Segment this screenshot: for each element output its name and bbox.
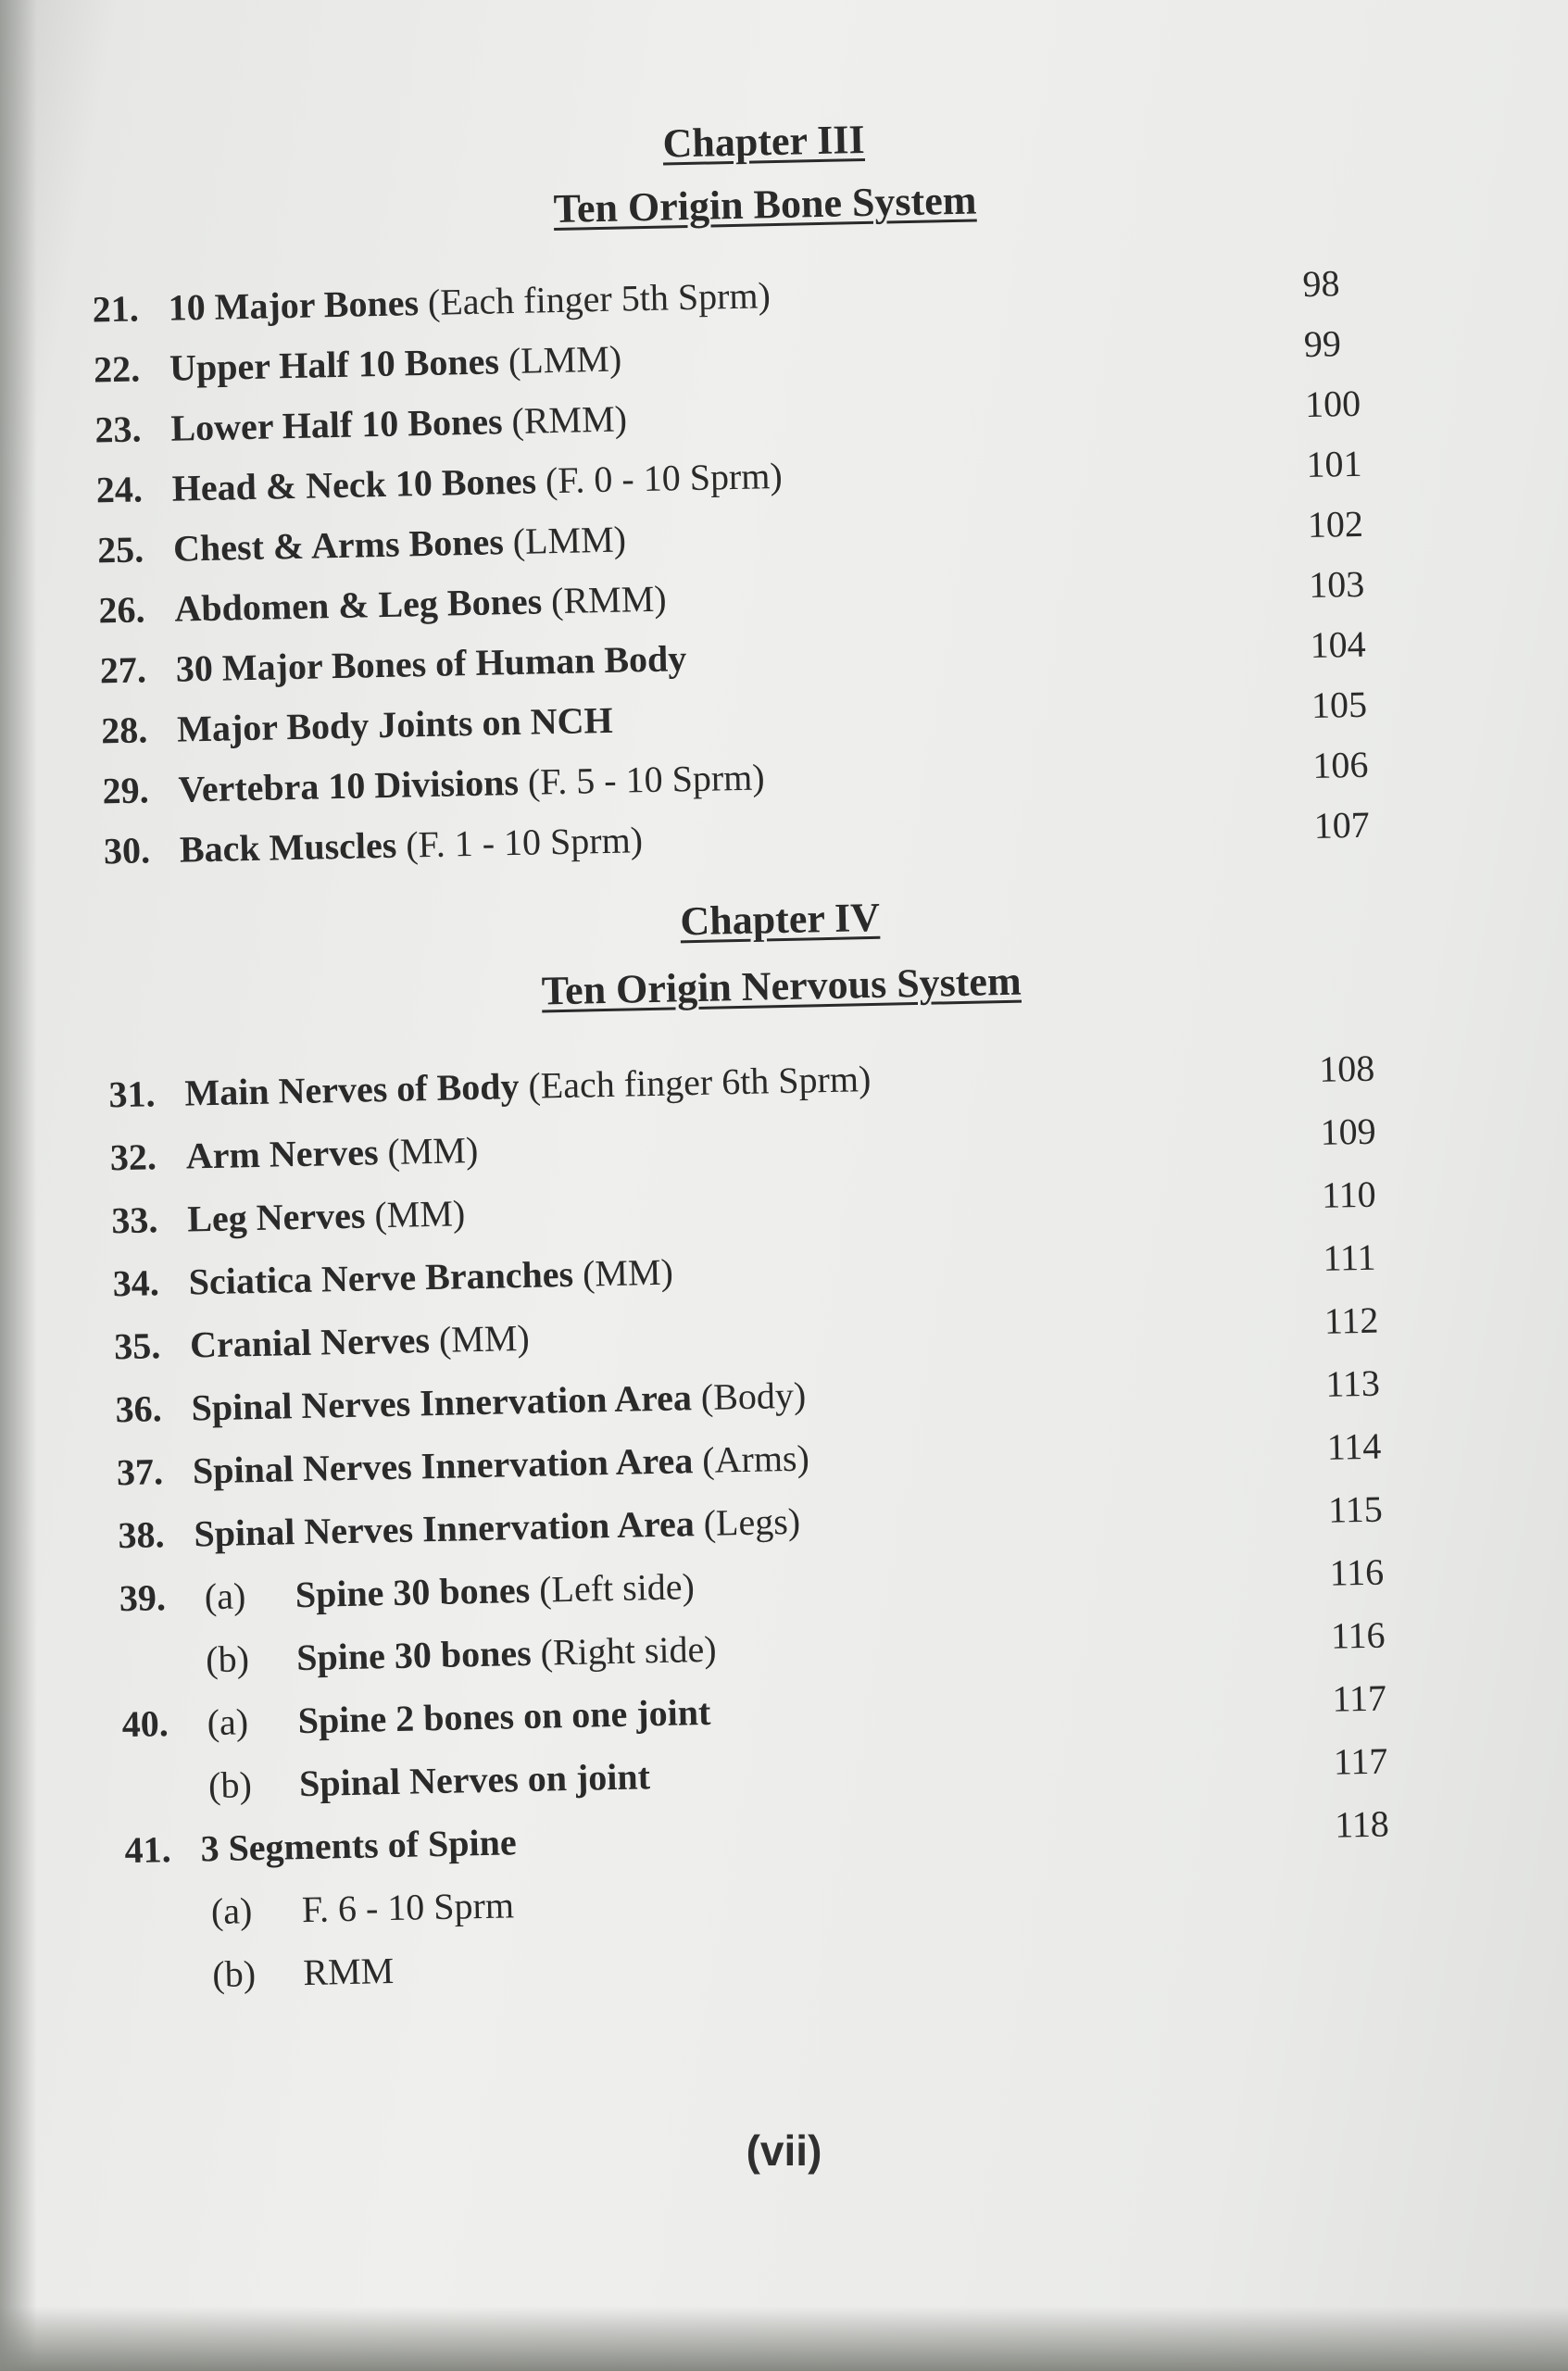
entry-title (171, 450, 783, 515)
entry-page: 98 (1301, 262, 1340, 306)
entry-title-bold: Spinal Nerves on joint (298, 1755, 651, 1805)
entry-title (185, 1124, 479, 1183)
entry-title-bold: Cranial Nerves (189, 1319, 431, 1366)
entry-title-bold: Chest & Arms Bones (172, 521, 505, 570)
entry-number: 36. (115, 1387, 163, 1431)
entry-title-bold: Spine 30 bones (295, 1631, 533, 1679)
entry-page: 116 (1329, 1550, 1385, 1594)
entry-number: 24. (95, 468, 144, 511)
entry-title-rest: (MM) (378, 1128, 479, 1173)
entry-title-rest: RMM (302, 1950, 395, 1994)
entry-title-bold: 30 Major Bones of Human Body (175, 637, 687, 690)
entry-title-rest: (Each finger 6th Sprm) (518, 1058, 872, 1108)
entry-title-rest: (F. 0 - 10 Sprm) (535, 454, 784, 502)
entry-title (295, 1561, 695, 1621)
entry-title (303, 1945, 395, 1999)
entry-page: 100 (1304, 382, 1361, 426)
entry-page: 101 (1306, 442, 1362, 486)
entry-title-bold: Spinal Nerves Innervation Area (193, 1502, 696, 1555)
entry-number: 32. (109, 1135, 157, 1179)
entry-page: 118 (1334, 1802, 1390, 1846)
entry-number: 30. (103, 829, 151, 872)
entry-title-bold: Main Nerves of Body (183, 1065, 520, 1114)
entry-title-rest: (RMM) (502, 397, 628, 443)
entry-page: 116 (1330, 1613, 1386, 1657)
entry-number: 35. (113, 1324, 161, 1368)
entry-title-rest: (Legs) (694, 1499, 801, 1545)
entry-title (301, 1879, 514, 1936)
entry-title (188, 1247, 673, 1309)
entry-number: 33. (110, 1198, 158, 1242)
entry-title (190, 1312, 531, 1372)
entry-page: 105 (1311, 683, 1368, 726)
entry-title (174, 573, 667, 635)
entry-page: 111 (1322, 1236, 1376, 1279)
page-number-footer: (vii) (746, 2126, 822, 2175)
entry-title (170, 393, 628, 454)
entry-title-bold: Spine 2 bones on one joint (297, 1690, 711, 1742)
entry-title-bold: Lower Half 10 Bones (169, 400, 503, 449)
entry-number: 39. (119, 1576, 167, 1620)
entry-title (297, 1687, 711, 1747)
entry-title-bold: Upper Half 10 Bones (169, 340, 500, 389)
entry-title-bold: Spine 30 bones (295, 1568, 531, 1616)
page-bottom-edge (0, 2306, 1568, 2371)
entry-title (173, 513, 627, 574)
entry-title-rest: (MM) (429, 1316, 531, 1361)
entry-number: 41. (124, 1828, 172, 1872)
entry-title-bold: Spinal Nerves Innervation Area (191, 1376, 693, 1429)
entry-number: 22. (93, 347, 141, 391)
entry-number: 37. (116, 1450, 164, 1494)
entry-title-bold: 3 Segments of Spine (200, 1821, 518, 1870)
entry-sub-label: (b) (211, 1952, 257, 1996)
entry-sub-label: (a) (204, 1574, 246, 1618)
entry-page: 117 (1333, 1739, 1388, 1783)
entry-title-rest: (LMM) (498, 337, 622, 383)
entry-page: 112 (1323, 1298, 1379, 1342)
entry-title (299, 1750, 651, 1810)
chapter-4-title: Chapter IV (679, 894, 881, 945)
entry-title (191, 1370, 807, 1435)
entry-title-rest: F. 6 - 10 Sprm (301, 1884, 515, 1931)
entry-page: 114 (1326, 1424, 1382, 1468)
entry-title (177, 695, 613, 756)
entry-title-rest: (Arms) (692, 1436, 810, 1482)
entry-title (187, 1187, 466, 1245)
entry-title-rest: (Each finger 5th Sprm) (418, 274, 771, 324)
entry-page: 108 (1318, 1047, 1375, 1090)
entry-number: 29. (102, 769, 150, 812)
entry-number: 25. (96, 528, 144, 571)
entry-title-rest: (RMM) (541, 577, 668, 622)
entry-title (184, 1053, 872, 1120)
entry-page: 110 (1321, 1173, 1377, 1216)
entry-number: 40. (121, 1702, 169, 1746)
entry-page: 107 (1313, 803, 1371, 847)
entry-number: 34. (112, 1261, 160, 1305)
entry-number: 31. (107, 1073, 156, 1116)
entry-title (194, 1496, 801, 1561)
entry-sub-label: (b) (205, 1637, 250, 1681)
entry-page: 104 (1310, 622, 1367, 667)
entry-page: 102 (1307, 502, 1364, 546)
entry-sub-label: (b) (207, 1763, 253, 1807)
entry-title-bold: Back Muscles (179, 823, 397, 871)
entry-sub-label: (a) (207, 1700, 249, 1744)
chapter-3-title: Chapter III (662, 116, 866, 167)
entry-page: 106 (1311, 743, 1369, 786)
entry-page: 103 (1308, 562, 1365, 607)
entry-page: 113 (1324, 1361, 1381, 1405)
chapter-4-subtitle: Ten Origin Nervous System (541, 958, 1022, 1014)
entry-title-rest: (Left side) (529, 1565, 696, 1611)
entry-title-bold: Leg Nerves (186, 1194, 366, 1240)
entry-number: 38. (117, 1513, 165, 1557)
entry-page: 99 (1303, 322, 1342, 366)
entry-title-bold: Spinal Nerves Innervation Area (192, 1439, 694, 1492)
entry-title-bold: Abdomen & Leg Bones (174, 580, 543, 630)
entry-number: 21. (92, 287, 140, 331)
entry-title (296, 1624, 717, 1684)
entry-title (168, 270, 771, 334)
entry-number: 26. (98, 588, 145, 632)
entry-title-rest: (F. 5 - 10 Sprm) (518, 756, 766, 803)
entry-title-rest: (F. 1 - 10 Sprm) (395, 819, 644, 866)
entry-title-bold: Vertebra 10 Divisions (178, 760, 520, 810)
entry-title (192, 1433, 809, 1498)
entry-page: 115 (1327, 1487, 1384, 1531)
entry-page: 117 (1331, 1676, 1387, 1720)
entry-number: 28. (100, 709, 148, 752)
chapter-3-subtitle: Ten Origin Bone System (553, 177, 977, 232)
entry-title (178, 751, 765, 815)
entry-title (200, 1816, 517, 1875)
entry-title-rest: (Body) (691, 1374, 807, 1419)
entry-title-rest: (MM) (572, 1250, 674, 1295)
entry-title-rest: (Right side) (531, 1627, 718, 1674)
entry-title (179, 814, 643, 875)
entry-number: 23. (94, 408, 142, 451)
entry-sub-label: (a) (210, 1889, 253, 1933)
entry-title-bold: 10 Major Bones (168, 282, 420, 329)
entry-title-bold: Major Body Joints on NCH (176, 698, 614, 750)
entry-title-bold: Sciatica Nerve Branches (188, 1252, 574, 1303)
entry-title-bold: Arm Nerves (185, 1131, 379, 1177)
entry-title (169, 333, 621, 395)
entry-title-bold: Head & Neck 10 Bones (171, 459, 537, 509)
entry-title (175, 633, 687, 696)
entry-number: 27. (99, 648, 147, 692)
entry-title-rest: (MM) (364, 1192, 466, 1236)
entry-title-rest: (LMM) (503, 518, 627, 563)
entry-page: 109 (1320, 1110, 1377, 1153)
